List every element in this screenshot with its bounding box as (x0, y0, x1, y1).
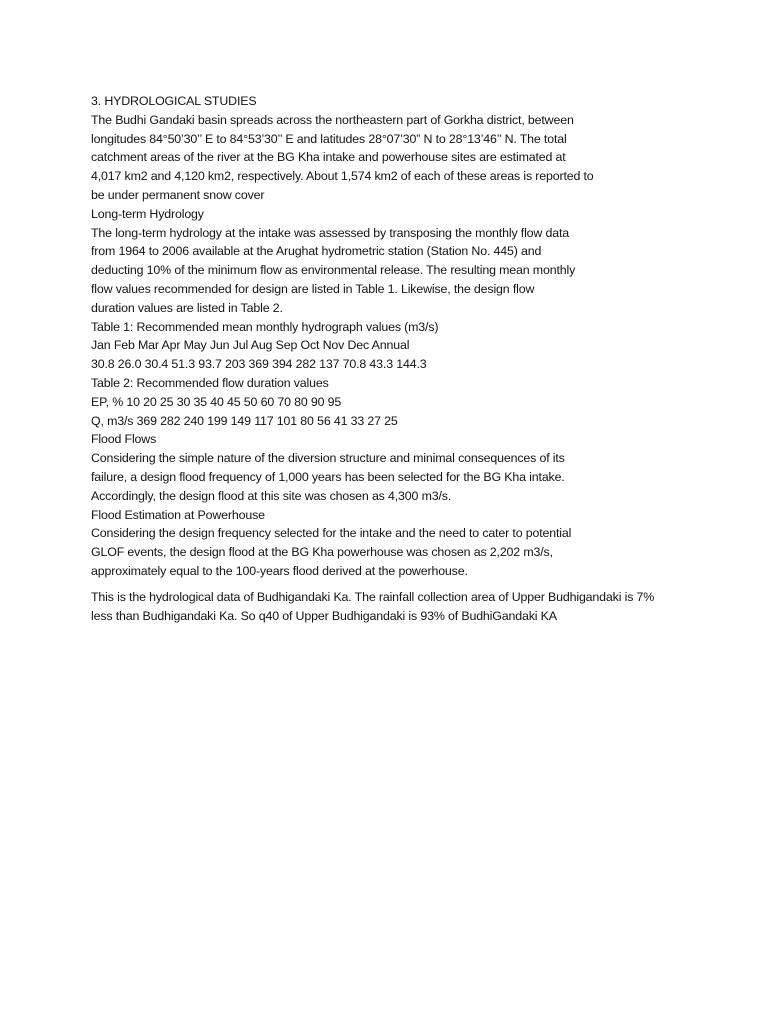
note-paragraph (91, 588, 731, 626)
paragraph-line: Accordingly, the design flood at this site was chosen as 4,300 m3/s. (91, 488, 452, 503)
table-1-caption: Table 1: Recommended mean monthly hydrograph values (m3/s) (91, 319, 439, 334)
note-line: less than Budhigandaki Ka. So q40 of Upper Budhigandaki is 93% of BudhiGandaki KA (91, 608, 557, 623)
paragraph-line: catchment areas of the river at the BG Kha intake and powerhouse sites are estimated at (91, 150, 566, 165)
paragraph-line: duration values are listed in Table 2. (91, 300, 283, 315)
table-2-ep-row: EP, % 10 20 25 30 35 40 45 50 60 70 80 90 95 (91, 394, 342, 409)
section-heading: 3. HYDROLOGICAL STUDIES (91, 94, 257, 108)
subheading-long-term-hydrology: Long-term Hydrology (91, 206, 204, 221)
paragraph-line: Considering the simple nature of the diversion structure and minimal consequences of its (91, 451, 565, 466)
table-1-values-row: 30.8 26.0 30.4 51.3 93.7 203 369 394 282 137 70.8 43.3 144.3 (91, 357, 427, 372)
table-1-header-row: Jan Feb Mar Apr May Jun Jul Aug Sep Oct Nov Dec Annual (91, 338, 410, 353)
note-line: This is the hydrological data of Budhigandaki Ka. The rainfall collection area of Upper Budhigandaki is 7% (91, 590, 655, 604)
paragraph-line: failure, a design flood frequency of 1,000 years has been selected for the BG Kha intake. (91, 469, 565, 484)
table-2-q-row: Q, m3/s 369 282 240 199 149 117 101 80 56 41 33 27 25 (91, 413, 398, 428)
table-2-caption: Table 2: Recommended flow duration values (91, 375, 329, 390)
paragraph-line: flow values recommended for design are listed in Table 1. Likewise, the design flow (91, 281, 535, 296)
paragraph-line: longitudes 84°50’30’’ E to 84°53’30’’ E and latitudes 28°07’30” N to 28°13’46’’ N. The total (91, 131, 567, 146)
hydrological-studies-section (91, 92, 731, 581)
subheading-flood-estimation-powerhouse: Flood Estimation at Powerhouse (91, 507, 265, 522)
paragraph-line: Considering the design frequency selected for the intake and the need to cater to potential (91, 526, 572, 541)
paragraph-line: be under permanent snow cover (91, 187, 265, 202)
paragraph-line: from 1964 to 2006 available at the Arughat hydrometric station (Station No. 445) and (91, 244, 542, 259)
subheading-flood-flows: Flood Flows (91, 432, 157, 447)
paragraph-line: deducting 10% of the minimum flow as environmental release. The resulting mean monthly (91, 263, 576, 278)
paragraph-line: approximately equal to the 100-years flood derived at the powerhouse. (91, 563, 468, 578)
paragraph-line: 4,017 km2 and 4,120 km2, respectively. About 1,574 km2 of each of these areas is reported to (91, 169, 594, 184)
paragraph-line: The Budhi Gandaki basin spreads across the northeastern part of Gorkha district, between (91, 112, 574, 127)
paragraph-line: The long-term hydrology at the intake was assessed by transposing the monthly flow data (91, 225, 570, 240)
paragraph-line: GLOF events, the design flood at the BG Kha powerhouse was chosen as 2,202 m3/s, (91, 545, 553, 560)
